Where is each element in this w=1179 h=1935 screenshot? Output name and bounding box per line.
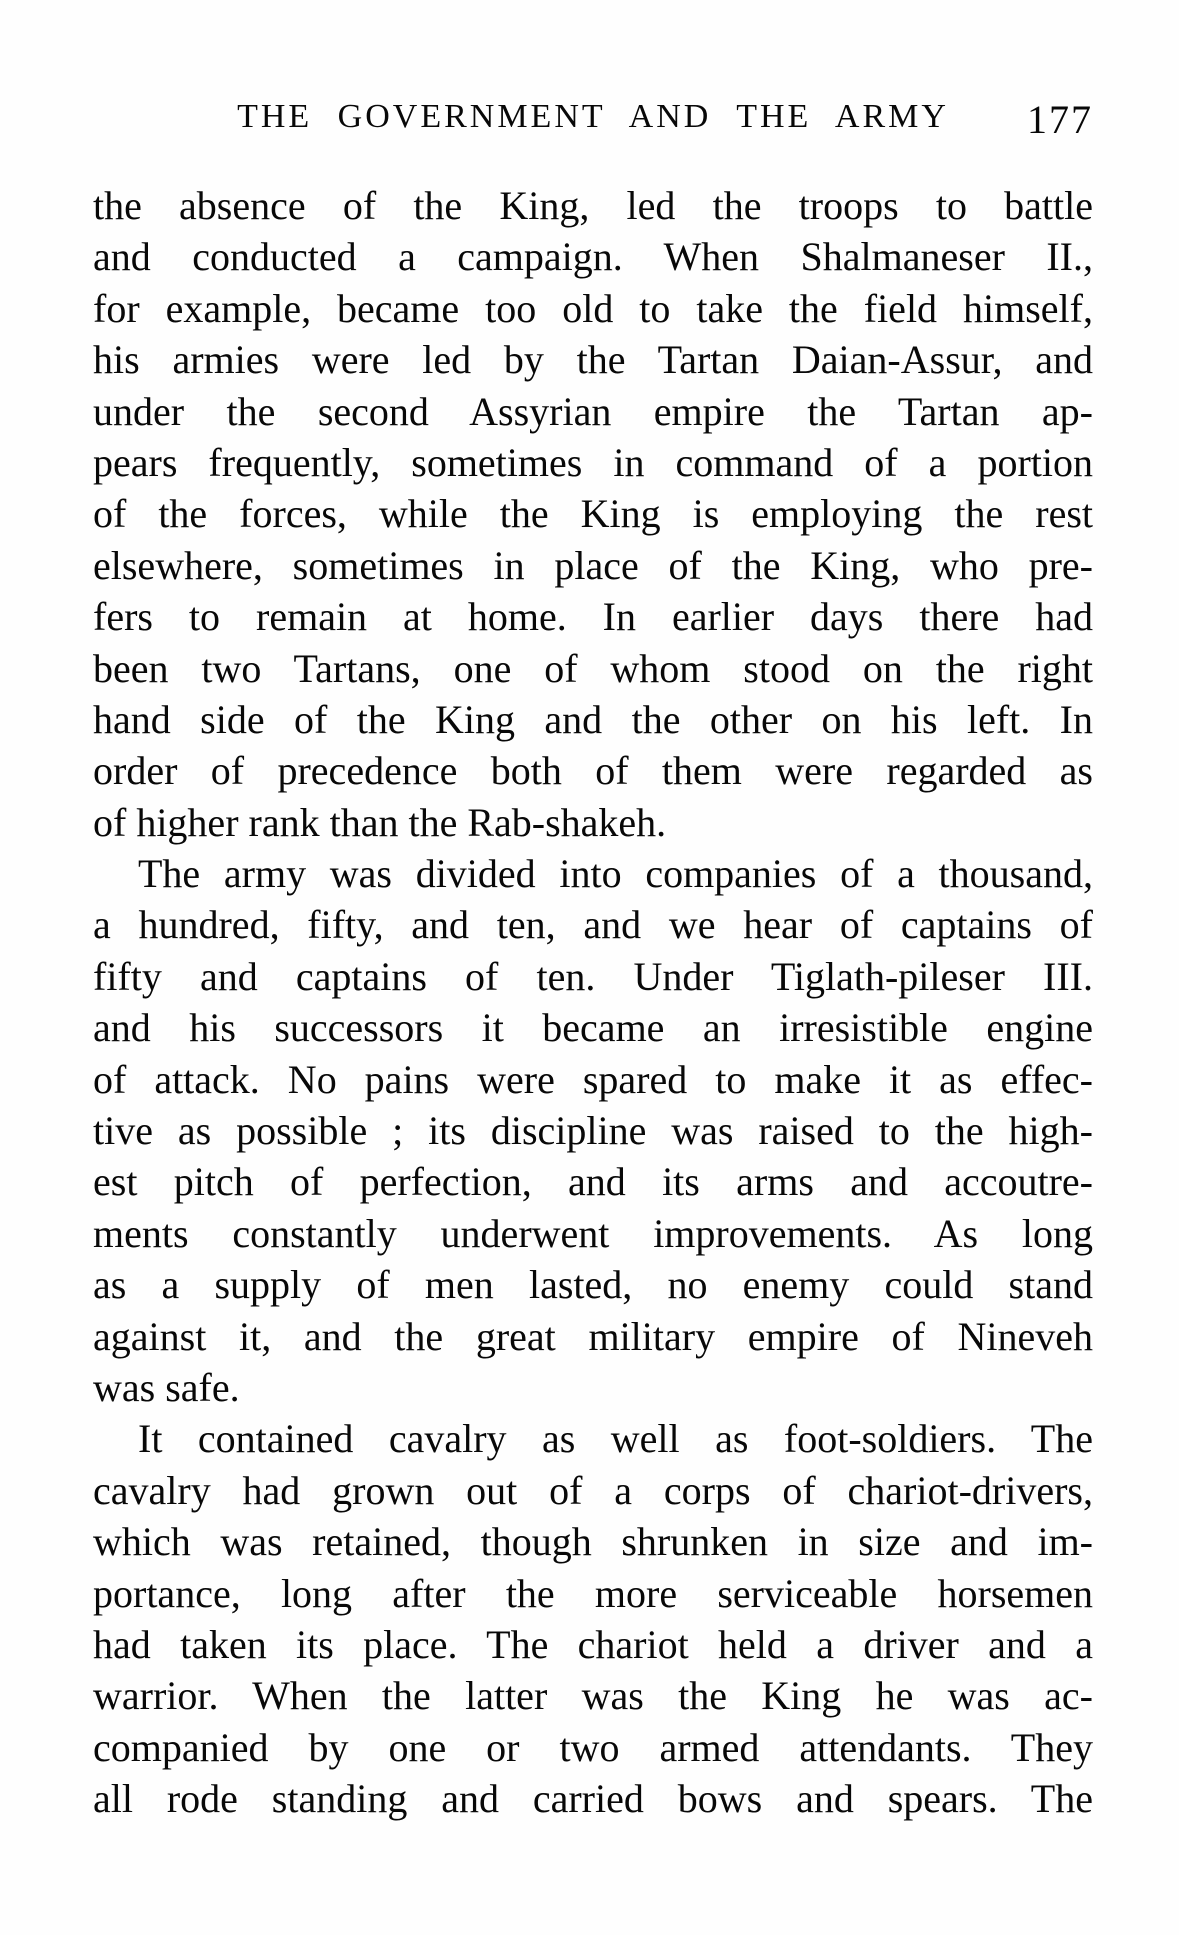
- text-line: hand side of the King and the other on his left. In: [93, 696, 1093, 742]
- text-line: tive as possible ; its discipline was raised to the high-: [93, 1108, 1093, 1154]
- body-text: [93, 180, 1093, 1825]
- text-line: ments constantly underwent improvements. As long: [93, 1210, 1093, 1256]
- text-line: the absence of the King, led the troops to battle: [93, 183, 1093, 228]
- text-line: order of precedence both of them were regarded as: [93, 748, 1093, 794]
- text-line: warrior. When the latter was the King he was ac-: [93, 1673, 1093, 1719]
- running-header: [93, 97, 1093, 142]
- text-line: of the forces, while the King is employing the rest: [93, 491, 1093, 537]
- chapter-title: THE GOVERNMENT AND THE ARMY: [237, 98, 949, 135]
- text-line: fifty and captains of ten. Under Tiglath-pileser III.: [93, 953, 1093, 999]
- text-line: was safe.: [93, 1364, 240, 1410]
- text-line: his armies were led by the Tartan Daian-Assur, and: [93, 337, 1093, 383]
- text-line: portance, long after the more serviceable horsemen: [93, 1570, 1093, 1616]
- text-line: pears frequently, sometimes in command of a portion: [93, 439, 1093, 485]
- text-line: all rode standing and carried bows and spears. The: [93, 1776, 1093, 1822]
- paragraph: [93, 180, 1093, 848]
- text-line: est pitch of perfection, and its arms and accoutre-: [93, 1159, 1093, 1205]
- text-line: of higher rank than the Rab-shakeh.: [93, 799, 667, 845]
- paragraph: [93, 848, 1093, 1413]
- text-line: cavalry had grown out of a corps of chariot-drivers,: [93, 1467, 1093, 1513]
- text-line: as a supply of men lasted, no enemy could stand: [93, 1262, 1093, 1308]
- text-line: elsewhere, sometimes in place of the King, who pre-: [93, 542, 1093, 588]
- text-line: and his successors it became an irresistible engine: [93, 1005, 1093, 1051]
- page-number: 177: [1027, 97, 1093, 142]
- text-line: been two Tartans, one of whom stood on the right: [93, 645, 1093, 691]
- text-line: against it, and the great military empire of Nineveh: [93, 1313, 1093, 1359]
- text-line: which was retained, though shrunken in size and im-: [93, 1519, 1093, 1565]
- text-line: under the second Assyrian empire the Tartan ap-: [93, 388, 1093, 434]
- text-line: and conducted a campaign. When Shalmaneser II.,: [93, 234, 1093, 280]
- text-line: It contained cavalry as well as foot-soldiers. The: [138, 1416, 1093, 1462]
- text-line: for example, became too old to take the field himself,: [93, 285, 1093, 331]
- paragraph: [93, 1413, 1093, 1824]
- text-line: of attack. No pains were spared to make it as effec-: [93, 1056, 1093, 1102]
- text-line: fers to remain at home. In earlier days there had: [93, 594, 1093, 640]
- text-line: The army was divided into companies of a thousand,: [138, 851, 1093, 897]
- text-line: had taken its place. The chariot held a driver and a: [93, 1621, 1093, 1667]
- text-line: companied by one or two armed attendants. They: [93, 1724, 1093, 1770]
- text-line: a hundred, fifty, and ten, and we hear of captains of: [93, 902, 1093, 948]
